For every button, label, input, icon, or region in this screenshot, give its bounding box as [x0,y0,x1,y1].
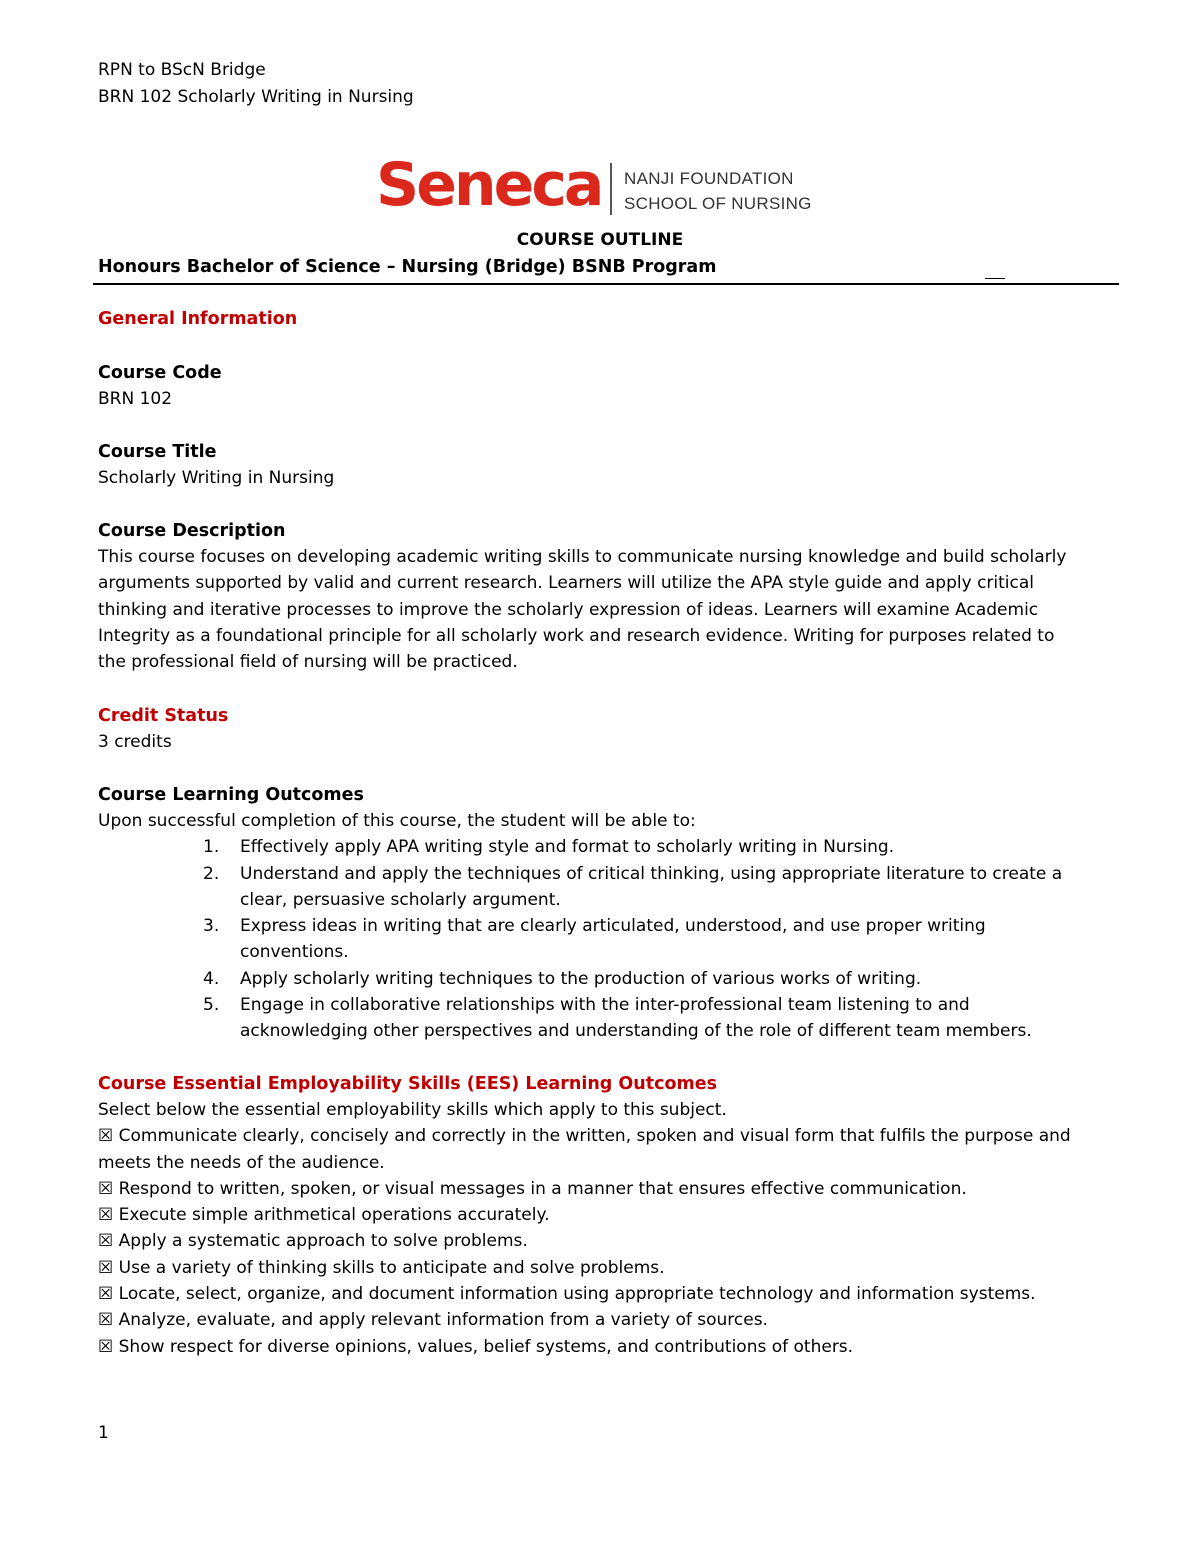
program-title: Honours Bachelor of Science – Nursing (Bridge) BSNB Program [98,257,717,277]
credit-status-section [98,703,1108,755]
course-title-value: Scholarly Writing in Nursing [98,468,335,488]
list-item-text: Express ideas in writing that are clearly articulated, understood, and use proper writing [240,916,986,937]
logo-subtitle-school: SCHOOL OF NURSING [624,194,812,213]
credit-status-label: Credit Status [98,706,229,726]
ees-checkbox-item[interactable]: ☒ Respond to written, spoken, or visual messages in a manner that ensures effective communication. [98,1178,967,1199]
ees-section [98,1071,1108,1360]
description-line: Integrity as a foundational principle for all scholarly work and research evidence. Writing for purposes related to [98,625,1055,646]
list-item-number: 3. [203,916,220,937]
ees-checkbox-item[interactable]: ☒ Analyze, evaluate, and apply relevant information from a variety of sources. [98,1310,768,1331]
learning-outcomes-section [98,782,1108,1045]
ees-checkbox-item-continued: meets the needs of the audience. [98,1152,385,1173]
running-header-program: RPN to BScN Bridge [98,60,266,80]
list-item-text: Understand and apply the techniques of critical thinking, using appropriate literature to create a [240,863,1063,884]
list-item-text: Engage in collaborative relationships with the inter-professional team listening to and [240,995,970,1016]
list-item-number: 5. [203,995,220,1016]
ees-checkbox-item[interactable]: ☒ Execute simple arithmetical operations accurately. [98,1205,550,1226]
title-rule [93,283,1119,285]
outline-title: COURSE OUTLINE [516,230,684,250]
list-item [98,992,1108,1045]
ees-checkbox-item[interactable]: ☒ Apply a systematic approach to solve problems. [98,1231,528,1252]
list-item-number: 1. [203,837,220,858]
logo-wordmark: Seneca [376,150,602,220]
course-description-section [98,518,1108,675]
list-item-text: Effectively apply APA writing style and format to scholarly writing in Nursing. [240,837,895,858]
credit-status-value: 3 credits [98,732,172,752]
list-item [98,834,1108,860]
list-item-number: 4. [203,968,220,989]
description-line: thinking and iterative processes to improve the scholarly expression of ideas. Learners will examine Academic [98,599,1039,620]
seneca-logo [376,152,816,218]
list-item-text: acknowledging other perspectives and understanding of the role of different team members. [240,1021,1032,1042]
list-item [98,913,1108,966]
description-line: the professional field of nursing will be practiced. [98,652,518,673]
course-code-section [98,360,1108,412]
list-item-text: clear, persuasive scholarly argument. [240,889,561,910]
running-header-course: BRN 102 Scholarly Writing in Nursing [98,87,414,107]
ees-checkbox-item[interactable]: ☒ Locate, select, organize, and document information using appropriate technology and information systems. [98,1284,1036,1305]
title-rule-cap [985,278,1005,279]
course-description-label: Course Description [98,521,286,541]
ees-heading: Course Essential Employability Skills (EES) Learning Outcomes [98,1074,718,1094]
ees-checkbox-item[interactable]: ☒ Show respect for diverse opinions, values, belief systems, and contributions of others. [98,1336,854,1357]
list-item-number: 2. [203,863,220,884]
page-number: 1 [98,1423,109,1443]
learning-outcomes-list [98,834,1108,1044]
logo-divider [610,163,612,215]
ees-checkbox-item[interactable]: ☒ Communicate clearly, concisely and correctly in the written, spoken and visual form that fulfils the purpose and [98,1126,1071,1147]
logo-subtitle-foundation: NANJI FOUNDATION [624,169,794,188]
course-title-section [98,439,1108,491]
course-title-label: Course Title [98,442,217,462]
general-information-heading: General Information [98,309,298,329]
course-code-label: Course Code [98,363,222,383]
ees-intro: Select below the essential employability skills which apply to this subject. [98,1100,727,1120]
description-line: arguments supported by valid and current research. Learners will utilize the APA style guide and apply critical [98,573,1035,594]
learning-outcomes-intro: Upon successful completion of this course, the student will be able to: [98,811,696,831]
ees-checkbox-item[interactable]: ☒ Use a variety of thinking skills to anticipate and solve problems. [98,1257,665,1278]
list-item-text: conventions. [240,942,349,963]
general-information-section [98,306,1108,332]
list-item-text: Apply scholarly writing techniques to the production of various works of writing. [240,968,922,989]
description-line: This course focuses on developing academic writing skills to communicate nursing knowledge and build scholarly [98,547,1067,567]
learning-outcomes-label: Course Learning Outcomes [98,785,364,805]
list-item [98,861,1108,914]
course-code-value: BRN 102 [98,389,173,409]
list-item [98,966,1108,992]
